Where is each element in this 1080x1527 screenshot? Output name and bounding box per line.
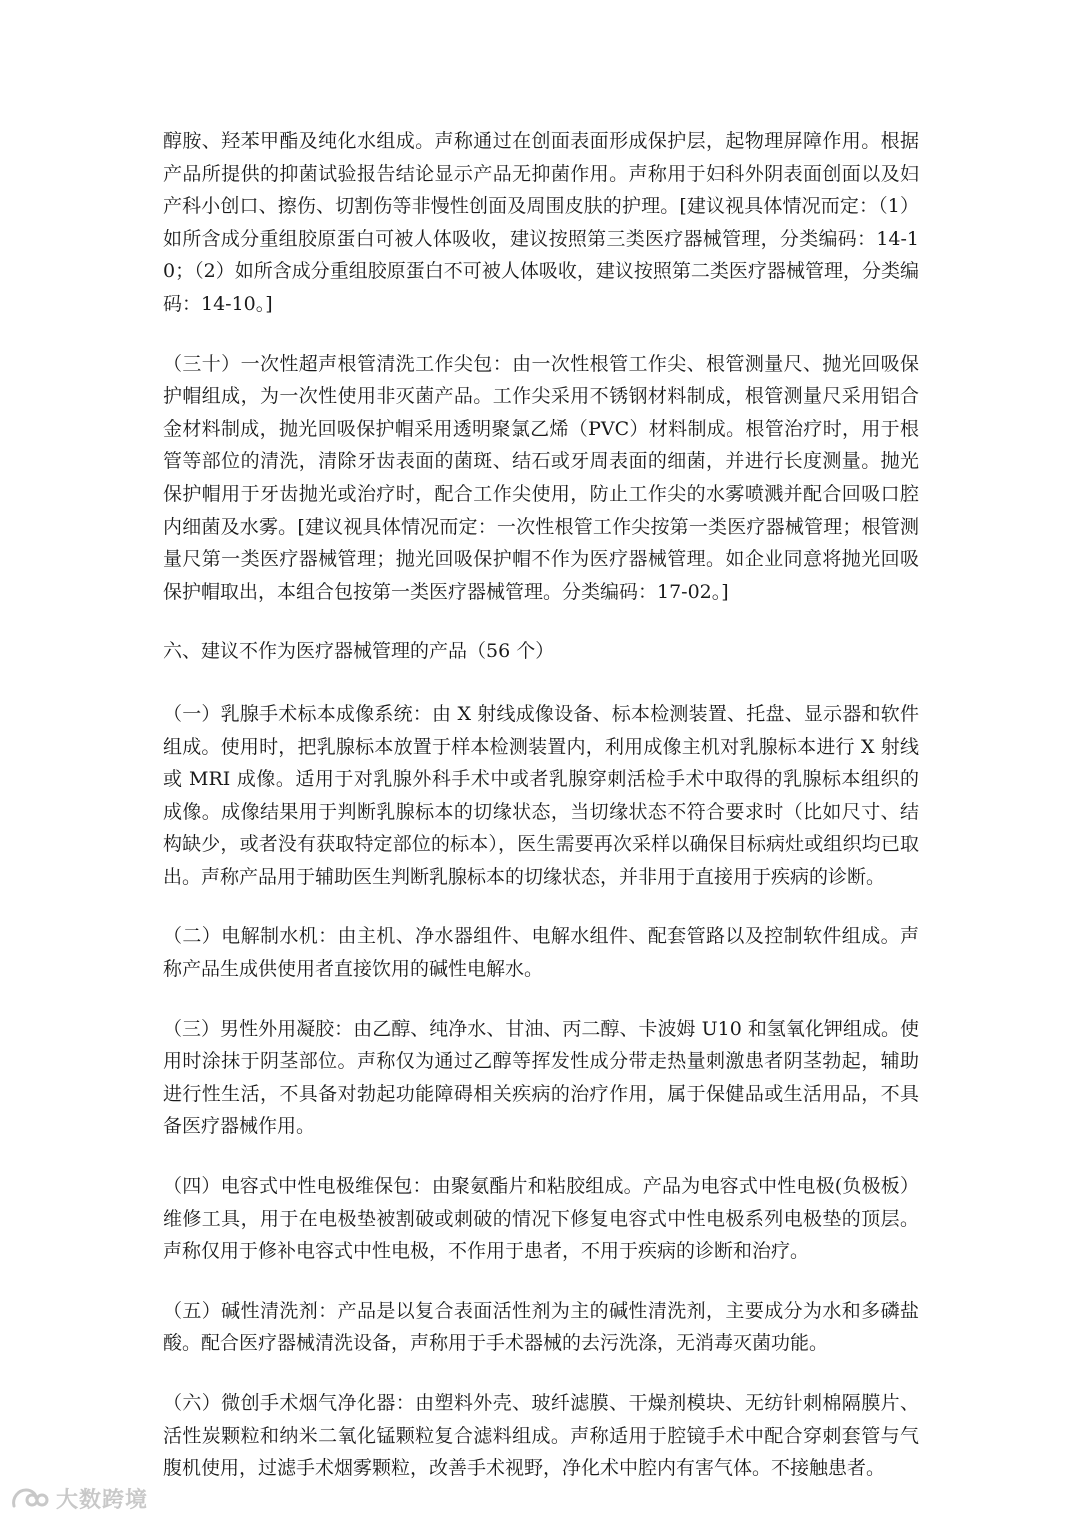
- document-page: [163, 125, 919, 1512]
- watermark: [10, 1478, 148, 1518]
- section-heading-six: 六、建议不作为医疗器械管理的产品（56 个）: [163, 640, 555, 663]
- watermark-logo-icon: [10, 1484, 50, 1512]
- paragraph-item-5: （五）碱性清洗剂：产品是以复合表面活性剂为主的碱性清洗剂，主要成分为水和多磷盐酸。配合医疗器械清洗设备，声称用于手术器械的去污洗涤，无消毒灭菌功能。: [163, 1299, 919, 1355]
- paragraph-item-4: （四）电容式中性电极维保包：由聚氨酯片和粘胶组成。产品为电容式中性电极(负极板）维修工具，用于在电极垫被割破或刺破的情况下修复电容式中性电极系列电极垫的顶层。声称仅用于修补电容式中性电极，不作用于患者，不用于疾病的诊断和治疗。: [163, 1175, 919, 1263]
- paragraph-item-3: （三）男性外用凝胶：由乙醇、纯净水、甘油、丙二醇、卡波姆 U10 和氢氧化钾组成。使用时涂抹于阴茎部位。声称仅为通过乙醇等挥发性成分带走热量刺激患者阴茎勃起，辅助进行性生活，不具备对勃起功能障碍相关疾病的治疗作用，属于保健品或生活用品，不具备医疗器械作用。: [163, 1017, 919, 1138]
- paragraph-continued: 醇胺、羟苯甲酯及纯化水组成。声称通过在创面表面形成保护层，起物理屏障作用。根据产品所提供的抑菌试验报告结论显示产品无抑菌作用。声称用于妇科外阴表面创面以及妇产科小创口、擦伤、切割伤等非慢性创面及周围皮肤的护理。[建议视具体情况而定：（1）如所含成分重组胶原蛋白可被人体吸收，建议按照第三类医疗器械管理，分类编码：14-10；（2）如所含成分重组胶原蛋白不可被人体吸收，建议按照第二类医疗器械管理，分类编码：14-10。]: [163, 130, 919, 315]
- paragraph-item-6: （六）微创手术烟气净化器：由塑料外壳、玻纤滤膜、干燥剂模块、无纺针刺棉隔膜片、活性炭颗粒和纳米二氧化锰颗粒复合滤料组成。声称适用于腔镜手术中配合穿刺套管与气腹机使用，过滤手术烟雾颗粒，改善手术视野，净化术中腔内有害气体。不接触患者。: [163, 1392, 919, 1480]
- paragraph-item-2: （二）电解制水机：由主机、净水器组件、电解水组件、配套管路以及控制软件组成。声称产品生成供使用者直接饮用的碱性电解水。: [163, 925, 919, 981]
- paragraph-item-30: （三十）一次性超声根管清洗工作尖包：由一次性根管工作尖、根管测量尺、抛光回吸保护帽组成，为一次性使用非灭菌产品。工作尖采用不锈钢材料制成，根管测量尺采用铝合金材料制成，抛光回吸保护帽采用透明聚氯乙烯（PVC）材料制成。根管治疗时，用于根管等部位的清洗，清除牙齿表面的菌斑、结石或牙周表面的细菌，并进行长度测量。抛光保护帽用于牙齿抛光或治疗时，配合工作尖使用，防止工作尖的水雾喷溅并配合回吸口腔内细菌及水雾。[建议视具体情况而定：一次性根管工作尖按第一类医疗器械管理；根管测量尺第一类医疗器械管理；抛光回吸保护帽不作为医疗器械管理。如企业同意将抛光回吸保护帽取出，本组合包按第一类医疗器械管理。分类编码：17-02。]: [163, 352, 919, 603]
- watermark-text: 大数跨境: [56, 1487, 149, 1513]
- paragraph-item-1: （一）乳腺手术标本成像系统：由 X 射线成像设备、标本检测装置、托盘、显示器和软件组成。使用时，把乳腺标本放置于样本检测装置内，利用成像主机对乳腺标本进行 X 射线或 MRI 成像。适用于对乳腺外科手术中或者乳腺穿刺活检手术中取得的乳腺标本组织的成像。成像结果用于判断乳腺标本的切缘状态，当切缘状态不符合要求时（比如尺寸、结构缺少，或者没有获取特定部位的标本），医生需要再次采样以确保目标病灶或组织均已取出。声称产品用于辅助医生判断乳腺标本的切缘状态，并非用于直接用于疾病的诊断。: [163, 702, 919, 888]
